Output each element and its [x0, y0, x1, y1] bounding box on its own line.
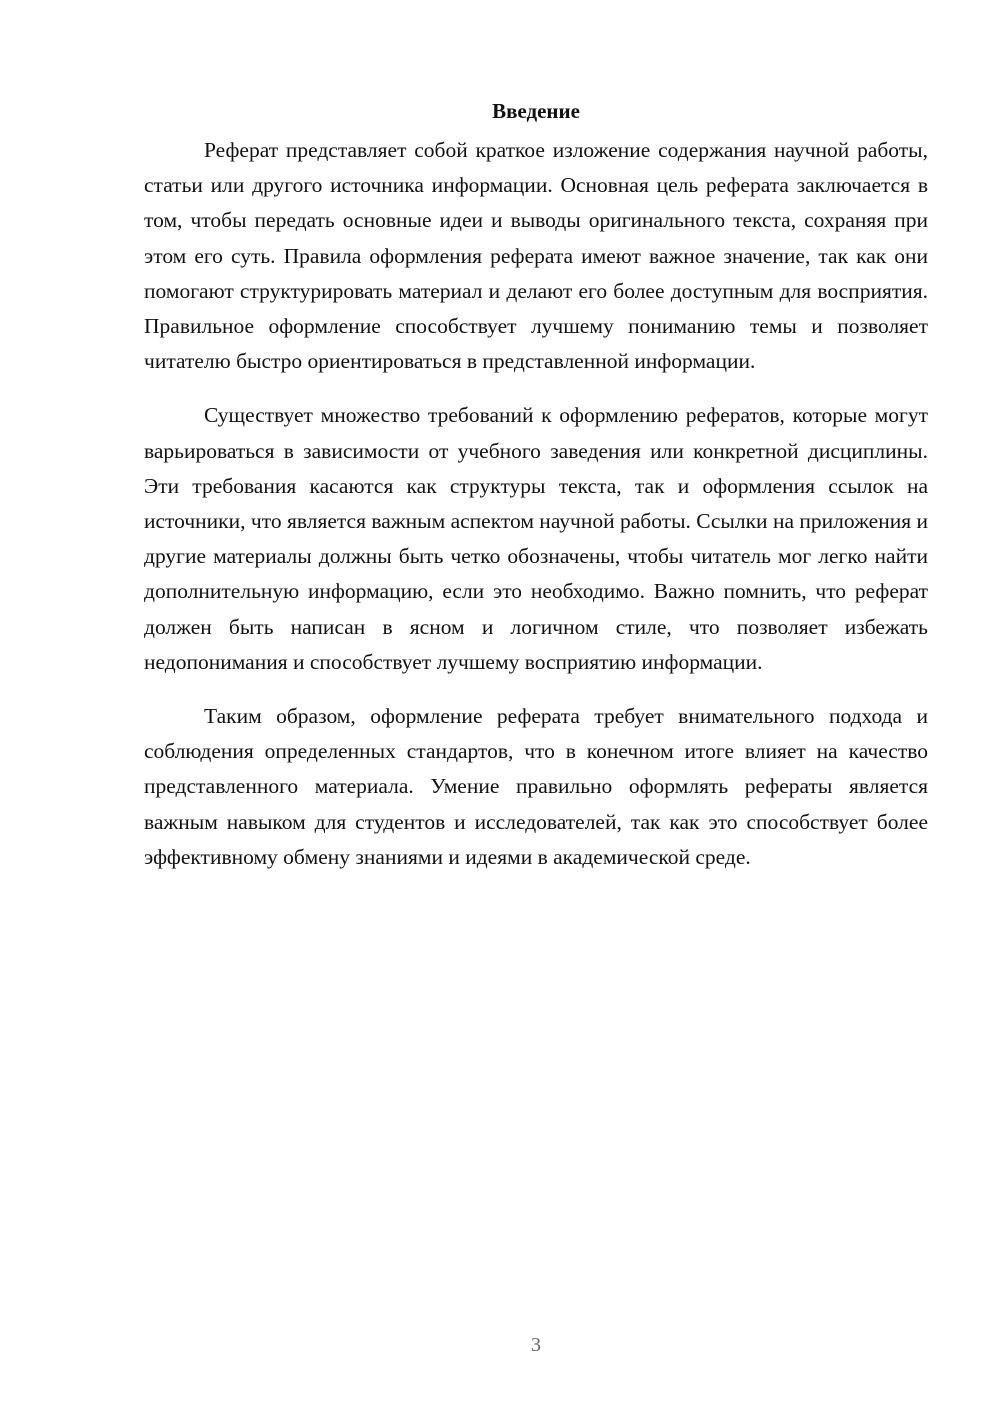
paragraph-2: Существует множество требований к оформлению рефератов, которые могут варьироваться в зависимости от учебного заведения или конкретной дисциплины. Эти требования касаются как структуры текста, так и оформления ссылок на источники, что является важным аспектом научной работы. Ссылки на приложения и другие материалы должны быть четко обозначены, чтобы читатель мог легко найти дополнительную информацию, если это необходимо. Важно помнить, что реферат должен быть написан в ясном и логичном стиле, что позволяет избежать недопонимания и способствует лучшему восприятию информации. [144, 403, 928, 674]
paragraph-1: Реферат представляет собой краткое изложение содержания научной работы, статьи или другого источника информации. Основная цель реферата заключается в том, чтобы передать основные идеи и выводы оригинального текста, сохраняя при этом его суть. Правила оформления реферата имеют важное значение, так как они помогают структурировать материал и делают его более доступным для восприятия. Правильное оформление способствует лучшему пониманию темы и позволяет читателю быстро ориентироваться в представленной информации. [144, 138, 928, 374]
section-heading: Введение [492, 99, 580, 123]
page-number: 3 [531, 1334, 541, 1356]
page-body [144, 97, 928, 894]
paragraph-3: Таким образом, оформление реферата требует внимательного подхода и соблюдения определенных стандартов, что в конечном итоге влияет на качество представленного материала. Умение правильно оформлять рефераты является важным навыком для студентов и исследователей, так как это способствует более эффективному обмену знаниями и идеями в академической среде. [144, 704, 928, 869]
